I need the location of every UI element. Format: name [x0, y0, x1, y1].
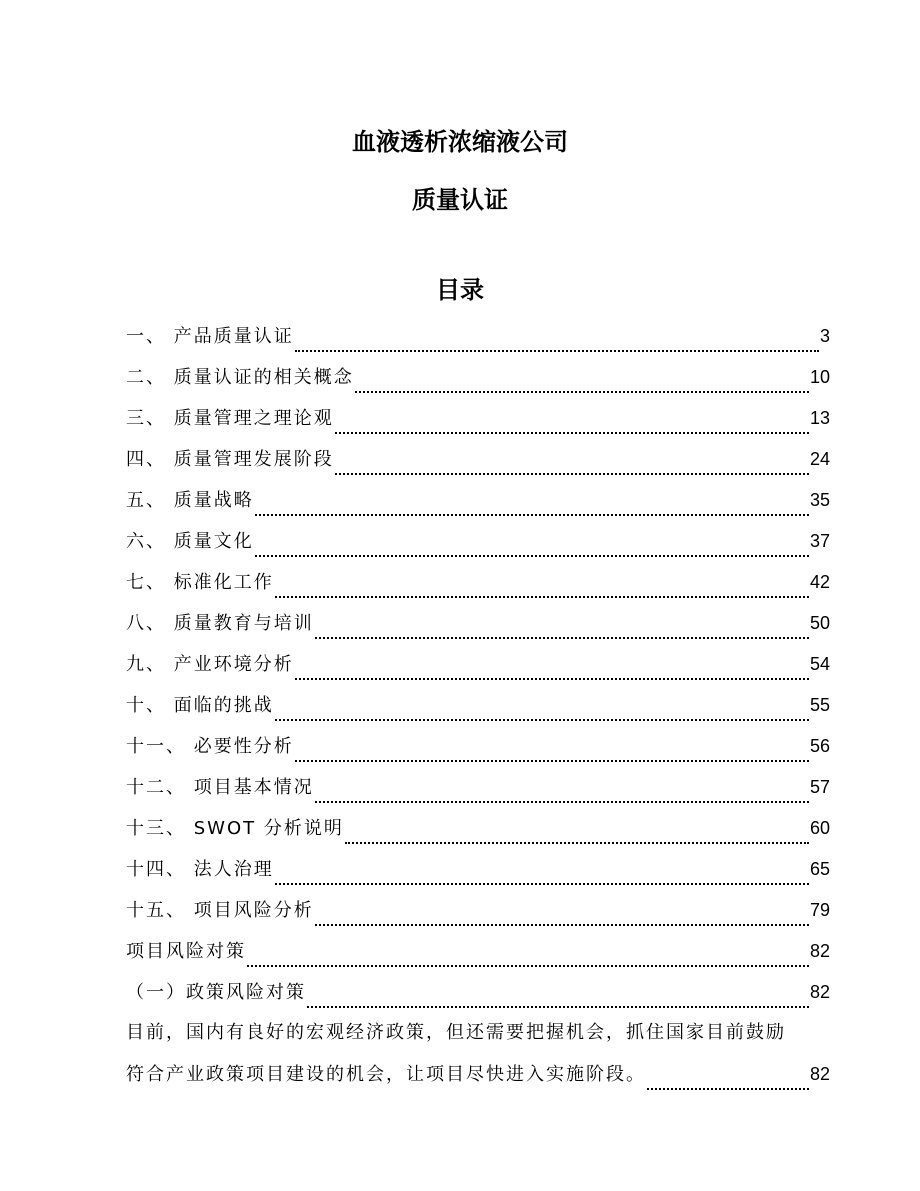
- toc-entry-17[interactable]: [126, 1019, 830, 1101]
- toc-entry-label: 四、 质量管理发展阶段: [126, 449, 334, 470]
- dot-leader: [355, 391, 809, 393]
- toc-entry-label: 十一、 必要性分析: [126, 736, 294, 757]
- dot-leader: [255, 514, 809, 516]
- toc-entry-0[interactable]: [126, 322, 830, 363]
- toc-entry-16[interactable]: [126, 978, 830, 1019]
- toc-entry-15[interactable]: [126, 937, 830, 978]
- dot-leader: [647, 1088, 809, 1090]
- toc-entry-page: 3: [819, 326, 830, 346]
- toc-entry-11[interactable]: [126, 773, 830, 814]
- toc-entry-label: 一、 产品质量认证: [126, 326, 294, 347]
- toc-entry-label-line2: 符合产业政策项目建设的机会，让项目尽快进入实施阶段。: [126, 1064, 646, 1085]
- toc-entry-label: 十五、 项目风险分析: [126, 900, 314, 921]
- document-title: 血液透析浓缩液公司: [352, 128, 568, 156]
- dot-leader: [247, 965, 809, 967]
- dot-leader: [275, 719, 809, 721]
- toc-entry-label: 八、 质量教育与培训: [126, 613, 314, 634]
- dot-leader: [315, 924, 809, 926]
- toc-entry-page: 54: [809, 654, 830, 674]
- toc-entry-page: 35: [809, 490, 830, 510]
- dot-leader: [315, 637, 809, 639]
- toc-entry-page: 56: [809, 736, 830, 756]
- toc-entry-second-line: [126, 1060, 830, 1101]
- table-of-contents: [126, 322, 830, 1101]
- toc-entry-label: 五、 质量战略: [126, 490, 254, 511]
- toc-entry-label: 二、 质量认证的相关概念: [126, 367, 354, 388]
- toc-entry-label: 十二、 项目基本情况: [126, 777, 314, 798]
- toc-entry-label: 十三、 SWOT 分析说明: [126, 818, 344, 839]
- toc-entry-page: 79: [809, 900, 830, 920]
- toc-entry-page: 13: [809, 408, 830, 428]
- toc-entry-page: 55: [809, 695, 830, 715]
- toc-entry-3[interactable]: [126, 445, 830, 486]
- toc-entry-page: 82: [809, 941, 830, 961]
- toc-entry-5[interactable]: [126, 527, 830, 568]
- toc-entry-label: 六、 质量文化: [126, 531, 254, 552]
- toc-entry-label: （一）政策风险对策: [126, 982, 306, 1003]
- toc-entry-14[interactable]: [126, 896, 830, 937]
- dot-leader: [307, 1006, 809, 1008]
- toc-entry-page: 50: [809, 613, 830, 633]
- toc-entry-label-line1: 目前，国内有良好的宏观经济政策，但还需要把握机会，抓住国家目前鼓励: [126, 1022, 786, 1043]
- toc-entry-7[interactable]: [126, 609, 830, 650]
- dot-leader: [345, 842, 809, 844]
- toc-entry-6[interactable]: [126, 568, 830, 609]
- toc-entry-1[interactable]: [126, 363, 830, 404]
- toc-entry-label: 三、 质量管理之理论观: [126, 408, 334, 429]
- toc-heading: 目录: [436, 276, 484, 304]
- toc-entry-label: 七、 标准化工作: [126, 572, 274, 593]
- dot-leader: [295, 678, 809, 680]
- toc-entry-page: 10: [809, 367, 830, 387]
- dot-leader: [275, 883, 809, 885]
- toc-entry-page: 82: [809, 982, 830, 1002]
- dot-leader: [275, 596, 809, 598]
- document-subtitle: 质量认证: [412, 186, 508, 214]
- dot-leader: [335, 432, 809, 434]
- toc-entry-page: 24: [809, 449, 830, 469]
- toc-entry-label: 十、 面临的挑战: [126, 695, 274, 716]
- dot-leader: [315, 801, 809, 803]
- dot-leader: [295, 350, 819, 352]
- toc-entry-page: 60: [809, 818, 830, 838]
- toc-entry-4[interactable]: [126, 486, 830, 527]
- toc-entry-2[interactable]: [126, 404, 830, 445]
- toc-entry-page: 37: [809, 531, 830, 551]
- dot-leader: [255, 555, 809, 557]
- dot-leader: [295, 760, 809, 762]
- toc-entry-label: 十四、 法人治理: [126, 859, 274, 880]
- dot-leader: [335, 473, 809, 475]
- toc-entry-page: 82: [809, 1064, 830, 1084]
- toc-entry-9[interactable]: [126, 691, 830, 732]
- toc-entry-8[interactable]: [126, 650, 830, 691]
- toc-entry-13[interactable]: [126, 855, 830, 896]
- toc-entry-page: 42: [809, 572, 830, 592]
- toc-entry-12[interactable]: [126, 814, 830, 855]
- toc-entry-page: 65: [809, 859, 830, 879]
- toc-entry-page: 57: [809, 777, 830, 797]
- toc-entry-label: 项目风险对策: [126, 941, 246, 962]
- toc-entry-10[interactable]: [126, 732, 830, 773]
- toc-entry-label: 九、 产业环境分析: [126, 654, 294, 675]
